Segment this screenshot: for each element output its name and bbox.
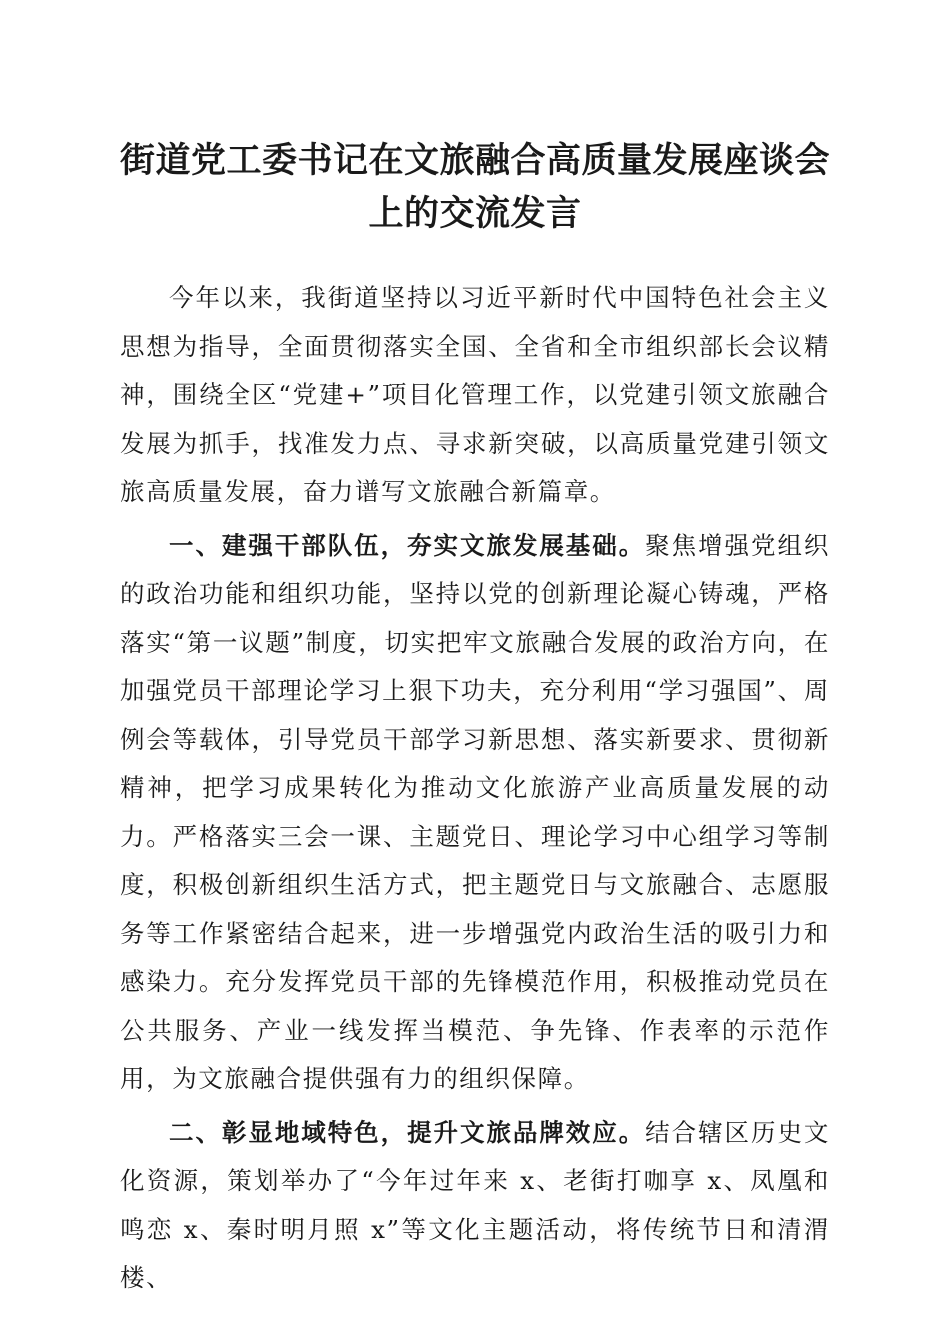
- document-body: [120, 274, 830, 1308]
- title-line-2: 上的交流发言: [368, 193, 582, 234]
- title-line-1: 街道党工委书记在文旅融合高质量发展座谈会: [119, 140, 830, 181]
- section-1-heading: 一、建强干部队伍，夯实文旅发展基础。: [169, 530, 646, 560]
- section-2-text: 结合辖区历史文化资源，策划举办了“今年过年来 x、老街打咖享 x、凤凰和鸣恋 x、秦时明月照 x”等文化主题活动，将传统节日和清渭楼、: [120, 1117, 830, 1292]
- section-2-heading: 二、彰显地域特色，提升文旅品牌效应。: [169, 1117, 646, 1147]
- section-2-paragraph: [120, 1109, 830, 1303]
- section-1-paragraph: [120, 522, 830, 1104]
- intro-paragraph: 今年以来，我街道坚持以习近平新时代中国特色社会主义思想为指导，全面贯彻落实全国、全省和全市组织部长会议精神，围绕全区“党建+”项目化管理工作，以党建引领文旅融合发展为抓手，找准发力点、寻求新突破，以高质量党建引领文旅高质量发展，奋力谱写文旅融合新篇章。: [120, 283, 830, 506]
- document-title: [100, 134, 850, 240]
- section-1-text: 聚焦增强党组织的政治功能和组织功能，坚持以党的创新理论凝心铸魂，严格落实“第一议题”制度，切实把牢文旅融合发展的政治方向，在加强党员干部理论学习上狠下功夫，充分利用“学习强国”、周例会等载体，引导党员干部学习新思想、落实新要求、贯彻新精神，把学习成果转化为推动文化旅游产业高质量发展的动力。严格落实三会一课、主题党日、理论学习中心组学习等制度，积极创新组织生活方式，把主题党日与文旅融合、志愿服务等工作紧密结合起来，进一步增强党内政治生活的吸引力和感染力。充分发挥党员干部的先锋模范作用，积极推动党员在公共服务、产业一线发挥当模范、争先锋、作表率的示范作用，为文旅融合提供强有力的组织保障。: [120, 530, 830, 1093]
